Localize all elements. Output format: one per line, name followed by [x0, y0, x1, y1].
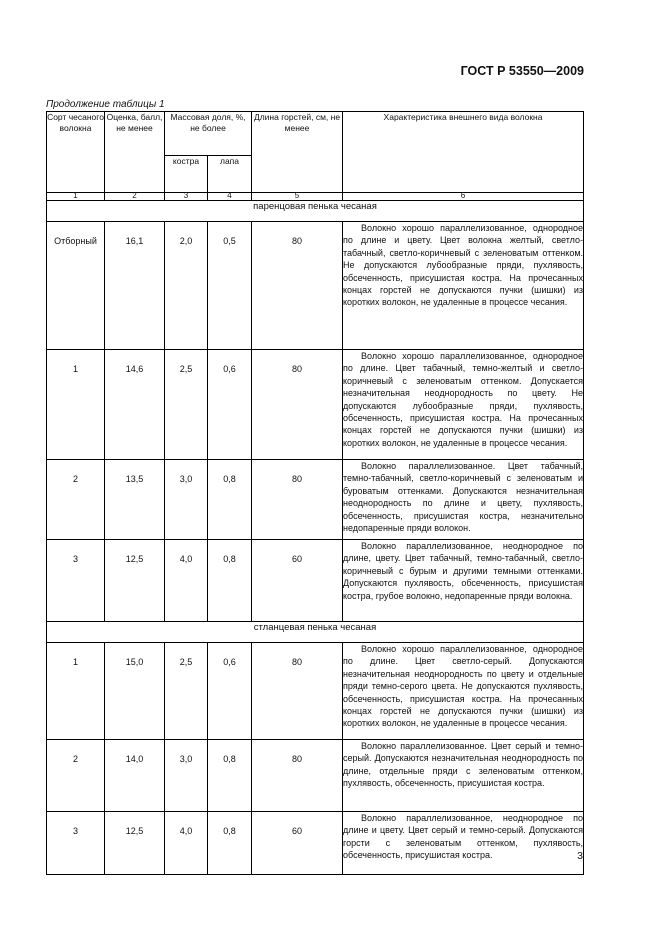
- score-cell: 14,0: [105, 740, 165, 812]
- grade-cell: 3: [47, 540, 105, 622]
- length-cell: 60: [252, 812, 343, 875]
- kostra-cell: 3,0: [165, 740, 208, 812]
- kostra-cell: 2,5: [165, 350, 208, 460]
- score-cell: 14,6: [105, 350, 165, 460]
- length-cell: 60: [252, 540, 343, 622]
- grade-cell: 3: [47, 812, 105, 875]
- column-number-row: [47, 193, 584, 201]
- table-caption: Продолжение таблицы 1: [46, 99, 165, 110]
- description-text: Волокно хорошо параллелизованное, однородное по длине и цвету. Цвет волокна желтый, светло-табачный, светло-коричневый с зеленоватым оттенком. Не допускаются лубообразные пряди, пухлявость, обсеченность, присушистая костра. На прочесанных концах горстей не допускаются пучки (шишки) из коротких волокон, не удаленные в процессе чесания.: [343, 223, 584, 308]
- description-cell: [343, 222, 584, 350]
- length-cell: 80: [252, 350, 343, 460]
- description-cell: [343, 812, 584, 875]
- section-row: [47, 622, 584, 643]
- score-cell: 15,0: [105, 643, 165, 740]
- table-row: [47, 222, 584, 350]
- table-row: [47, 643, 584, 740]
- score-cell: 13,5: [105, 460, 165, 540]
- lapa-cell: 0,8: [208, 812, 252, 875]
- table-row: [47, 540, 584, 622]
- header-grade: Сорт чесаного волокна: [47, 112, 105, 193]
- grade-table: [46, 111, 584, 875]
- table-row: [47, 460, 584, 540]
- table-row: [47, 812, 584, 875]
- length-cell: 80: [252, 740, 343, 812]
- lapa-cell: 0,6: [208, 643, 252, 740]
- lapa-cell: 0,8: [208, 540, 252, 622]
- lapa-cell: 0,5: [208, 222, 252, 350]
- grade-cell: 1: [47, 350, 105, 460]
- kostra-cell: 2,5: [165, 643, 208, 740]
- column-number: 2: [105, 193, 165, 201]
- header-kostra: костра: [165, 156, 208, 193]
- column-number: 4: [208, 193, 252, 201]
- description-cell: [343, 643, 584, 740]
- section-row: [47, 201, 584, 222]
- kostra-cell: 4,0: [165, 540, 208, 622]
- table-body: [47, 201, 584, 875]
- length-cell: 80: [252, 222, 343, 350]
- column-number: 3: [165, 193, 208, 201]
- lapa-cell: 0,6: [208, 350, 252, 460]
- lapa-cell: 0,8: [208, 740, 252, 812]
- lapa-cell: 0,8: [208, 460, 252, 540]
- grade-cell: 1: [47, 643, 105, 740]
- description-text: Волокно параллелизованное. Цвет серый и темно-серый. Допускаются незначительная неоднородность по длине, отдельные пряди с зеленоватым оттенком, пухлявость, обсеченность, присушистая костра.: [343, 741, 584, 789]
- description-cell: [343, 740, 584, 812]
- table-row: [47, 740, 584, 812]
- kostra-cell: 4,0: [165, 812, 208, 875]
- page-number: 3: [577, 850, 583, 862]
- column-number: 6: [343, 193, 584, 201]
- column-number: 1: [47, 193, 105, 201]
- score-cell: 12,5: [105, 540, 165, 622]
- description-cell: [343, 350, 584, 460]
- score-cell: 12,5: [105, 812, 165, 875]
- description-text: Волокно хорошо параллелизованное, однородное по длине. Цвет светло-серый. Допускаются незначительная неоднородность по цвету и отдельные пряди темно-серого цвета. Не допускаются пухлявость, обсеченность, присушистая костра. На прочесанных концах горстей не допускаются пучки (шишки) из коротких волокон, не удаленные в процессе чесания.: [343, 644, 584, 729]
- description-text: Волокно параллелизованное, неоднородное по длине, цвету. Цвет табачный, темно-табачный, светло-коричневый с бурым и другими темными оттенками. Допускаются пухлявость, обсеченность, присушистая костра, грубое волокно, недопаренные пряди волокна.: [343, 541, 584, 601]
- kostra-cell: 2,0: [165, 222, 208, 350]
- description-text: Волокно параллелизованное. Цвет табачный, темно-табачный, светло-коричневый с зеленоватым и буроватым оттенками. Допускаются незначительная неоднородность по длине и цвету, пухлявость, обсеченность, присушистая костра, незначительно недопаренные пряди волокон.: [343, 461, 584, 534]
- grade-cell: 2: [47, 460, 105, 540]
- section-title: стланцевая пенька чесаная: [47, 622, 584, 643]
- header-description: Характеристика внешнего вида волокна: [343, 112, 584, 193]
- description-text: Волокно хорошо параллелизованное, однородное по длине. Цвет табачный, темно-желтый и светло-коричневый с зеленоватым оттенком. Допускается незначительная неоднородность по цвету. Не допускаются лубообразные пряди, пухлявость, обсеченность, присушистая костра. На прочесанных концах горстей не допускаются пучки (шишки) из коротких волокон, не удаленные в процессе чесания.: [343, 351, 584, 448]
- description-cell: [343, 540, 584, 622]
- description-text: Волокно параллелизованное, неоднородное по длине и цвету. Цвет серый и темно-серый. Допускаются горсти с зеленоватым оттенком, пухлявость, обсеченность, присушистая костра.: [343, 813, 584, 861]
- length-cell: 80: [252, 460, 343, 540]
- table-row: [47, 350, 584, 460]
- grade-cell: 2: [47, 740, 105, 812]
- column-number: 5: [252, 193, 343, 201]
- section-title: паренцовая пенька чесаная: [47, 201, 584, 222]
- header-mass-fraction: Массовая доля, %, не более: [165, 112, 252, 156]
- length-cell: 80: [252, 643, 343, 740]
- grade-cell: Отборный: [47, 222, 105, 350]
- header-lapa: лапа: [208, 156, 252, 193]
- kostra-cell: 3,0: [165, 460, 208, 540]
- header-score: Оценка, балл, не менее: [105, 112, 165, 193]
- score-cell: 16,1: [105, 222, 165, 350]
- header-length: Длина горстей, см, не менее: [252, 112, 343, 193]
- description-cell: [343, 460, 584, 540]
- document-code: ГОСТ Р 53550—2009: [460, 64, 584, 78]
